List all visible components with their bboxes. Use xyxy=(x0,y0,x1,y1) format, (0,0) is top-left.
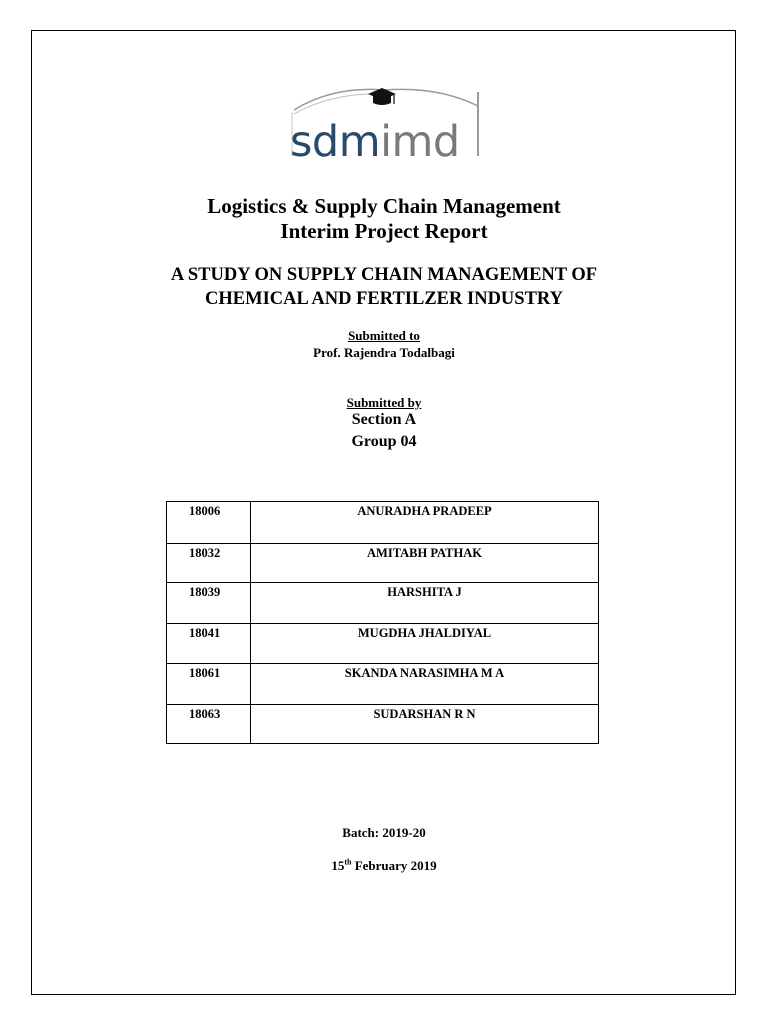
logo-text-dark: sdm xyxy=(290,117,381,162)
member-name: AMITABH PATHAK xyxy=(251,544,599,583)
batch-label: Batch: 2019-20 xyxy=(342,825,426,840)
professor-name: Prof. Rajendra Todalbagi xyxy=(313,345,455,360)
member-roll: 18041 xyxy=(167,624,251,664)
member-roll: 18006 xyxy=(167,502,251,544)
section-label: Section A xyxy=(351,411,417,428)
study-title-line-2: CHEMICAL AND FERTILZER INDUSTRY xyxy=(205,289,563,309)
course-title: Logistics & Supply Chain Management xyxy=(207,194,561,218)
member-roll: 18063 xyxy=(167,705,251,744)
member-roll: 18061 xyxy=(167,664,251,705)
sdmimd-logo xyxy=(288,84,484,162)
member-name: HARSHITA J xyxy=(251,583,599,624)
logo-text-light: imd xyxy=(380,117,460,162)
graduation-cap-icon xyxy=(368,88,396,105)
group-label: Group 04 xyxy=(351,433,417,450)
table-row xyxy=(167,583,599,624)
table-row xyxy=(167,624,599,664)
members-table xyxy=(166,501,599,744)
member-name: SKANDA NARASIMHA M A xyxy=(251,664,599,705)
member-name: MUGDHA JHALDIYAL xyxy=(251,624,599,664)
member-name: SUDARSHAN R N xyxy=(251,705,599,744)
submitted-by-label: Submitted by xyxy=(346,395,422,410)
member-roll: 18039 xyxy=(167,583,251,624)
study-title-line-1: A STUDY ON SUPPLY CHAIN MANAGEMENT OF xyxy=(170,265,598,285)
member-roll: 18032 xyxy=(167,544,251,583)
table-row xyxy=(167,502,599,544)
table-row xyxy=(167,544,599,583)
svg-text:sdmimd xyxy=(290,117,460,162)
submission-date xyxy=(0,858,768,874)
table-row xyxy=(167,664,599,705)
date-rest: February 2019 xyxy=(351,858,437,873)
date-suffix: th xyxy=(344,857,352,867)
report-type: Interim Project Report xyxy=(280,219,488,243)
submitted-to-label: Submitted to xyxy=(348,328,420,343)
table-row xyxy=(167,705,599,744)
member-name: ANURADHA PRADEEP xyxy=(251,502,599,544)
date-day: 15 xyxy=(331,858,345,873)
